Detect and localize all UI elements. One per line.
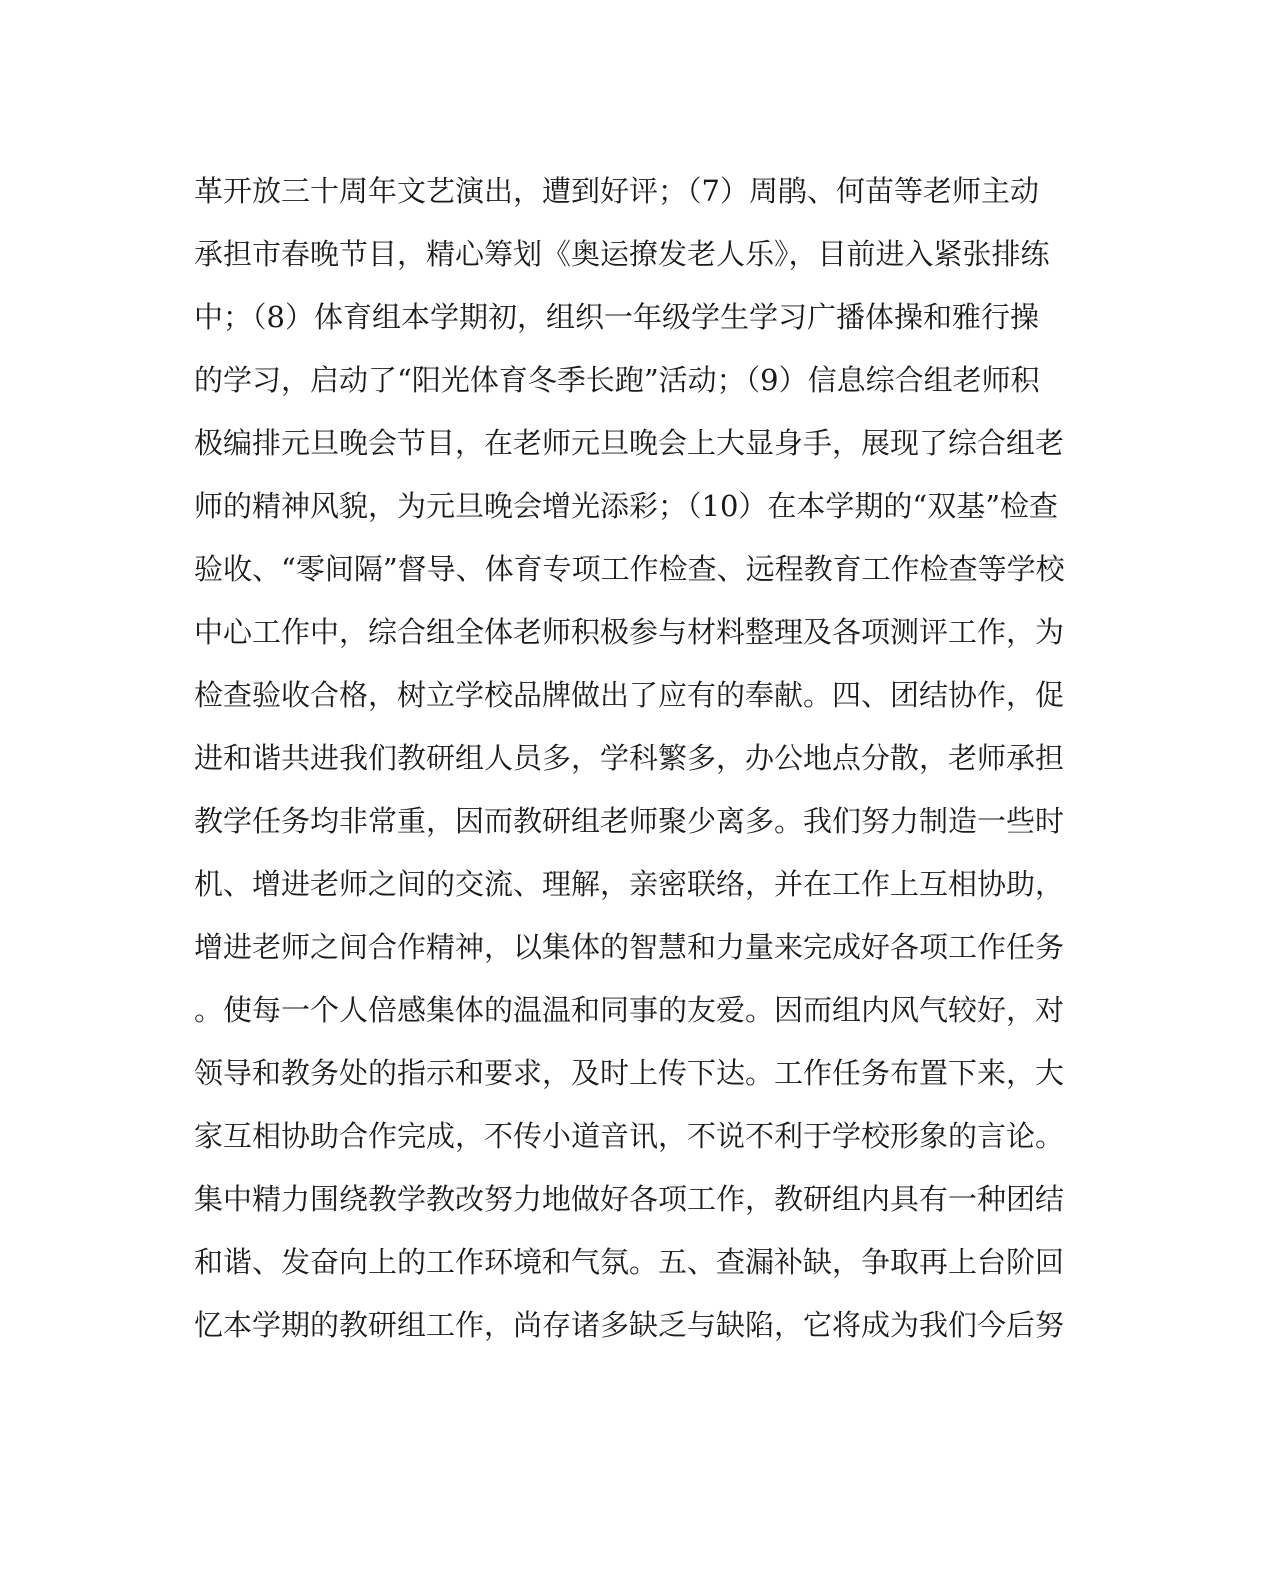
text-line: 的学习，启动了“阳光体育冬季长跑”活动；（9）信息综合组老师积	[194, 363, 1040, 397]
text-line: 革开放三十周年文艺演出，遭到好评；（7）周鹃、何苗等老师主动	[194, 174, 1039, 208]
body-text	[194, 160, 1074, 1357]
text-line: 师的精神风貌，为元旦晚会增光添彩；（10）在本学期的“双基”检查	[194, 489, 1059, 523]
text-line: 教学任务均非常重，因而教研组老师聚少离多。我们努力制造一些时	[194, 804, 1065, 838]
text-line: 中；（8）体育组本学期初，组织一年级学生学习广播体操和雅行操	[194, 300, 1039, 334]
text-line: 机、增进老师之间的交流、理解，亲密联络，并在工作上互相协助，	[194, 867, 1065, 901]
text-line: 增进老师之间合作精神，以集体的智慧和力量来完成好各项工作任务	[194, 930, 1065, 964]
text-line: 承担市春晚节目，精心筹划《奥运撩发老人乐》，目前进入紧张排练	[194, 237, 1050, 271]
text-line: 和谐、发奋向上的工作环境和气氛。五、查漏补缺，争取再上台阶回	[194, 1245, 1065, 1279]
text-line: 极编排元旦晚会节目，在老师元旦晚会上大显身手，展现了综合组老	[194, 426, 1065, 460]
text-line: 家互相协助合作完成，不传小道音讯，不说不利于学校形象的言论。	[194, 1119, 1065, 1153]
text-line: 。使每一个人倍感集体的温温和同事的友爱。因而组内风气较好，对	[194, 993, 1065, 1027]
text-line: 进和谐共进我们教研组人员多，学科繁多，办公地点分散，老师承担	[194, 741, 1065, 775]
text-line: 集中精力围绕教学教改努力地做好各项工作，教研组内具有一种团结	[194, 1182, 1065, 1216]
text-line: 领导和教务处的指示和要求，及时上传下达。工作任务布置下来，大	[194, 1056, 1065, 1090]
text-line: 验收、“零间隔”督导、体育专项工作检查、远程教育工作检查等学校	[194, 552, 1065, 586]
text-line: 忆本学期的教研组工作，尚存诸多缺乏与缺陷，它将成为我们今后努	[194, 1308, 1065, 1342]
text-line: 中心工作中，综合组全体老师积极参与材料整理及各项测评工作，为	[194, 615, 1065, 649]
text-line: 检查验收合格，树立学校品牌做出了应有的奉献。四、团结协作，促	[194, 678, 1065, 712]
